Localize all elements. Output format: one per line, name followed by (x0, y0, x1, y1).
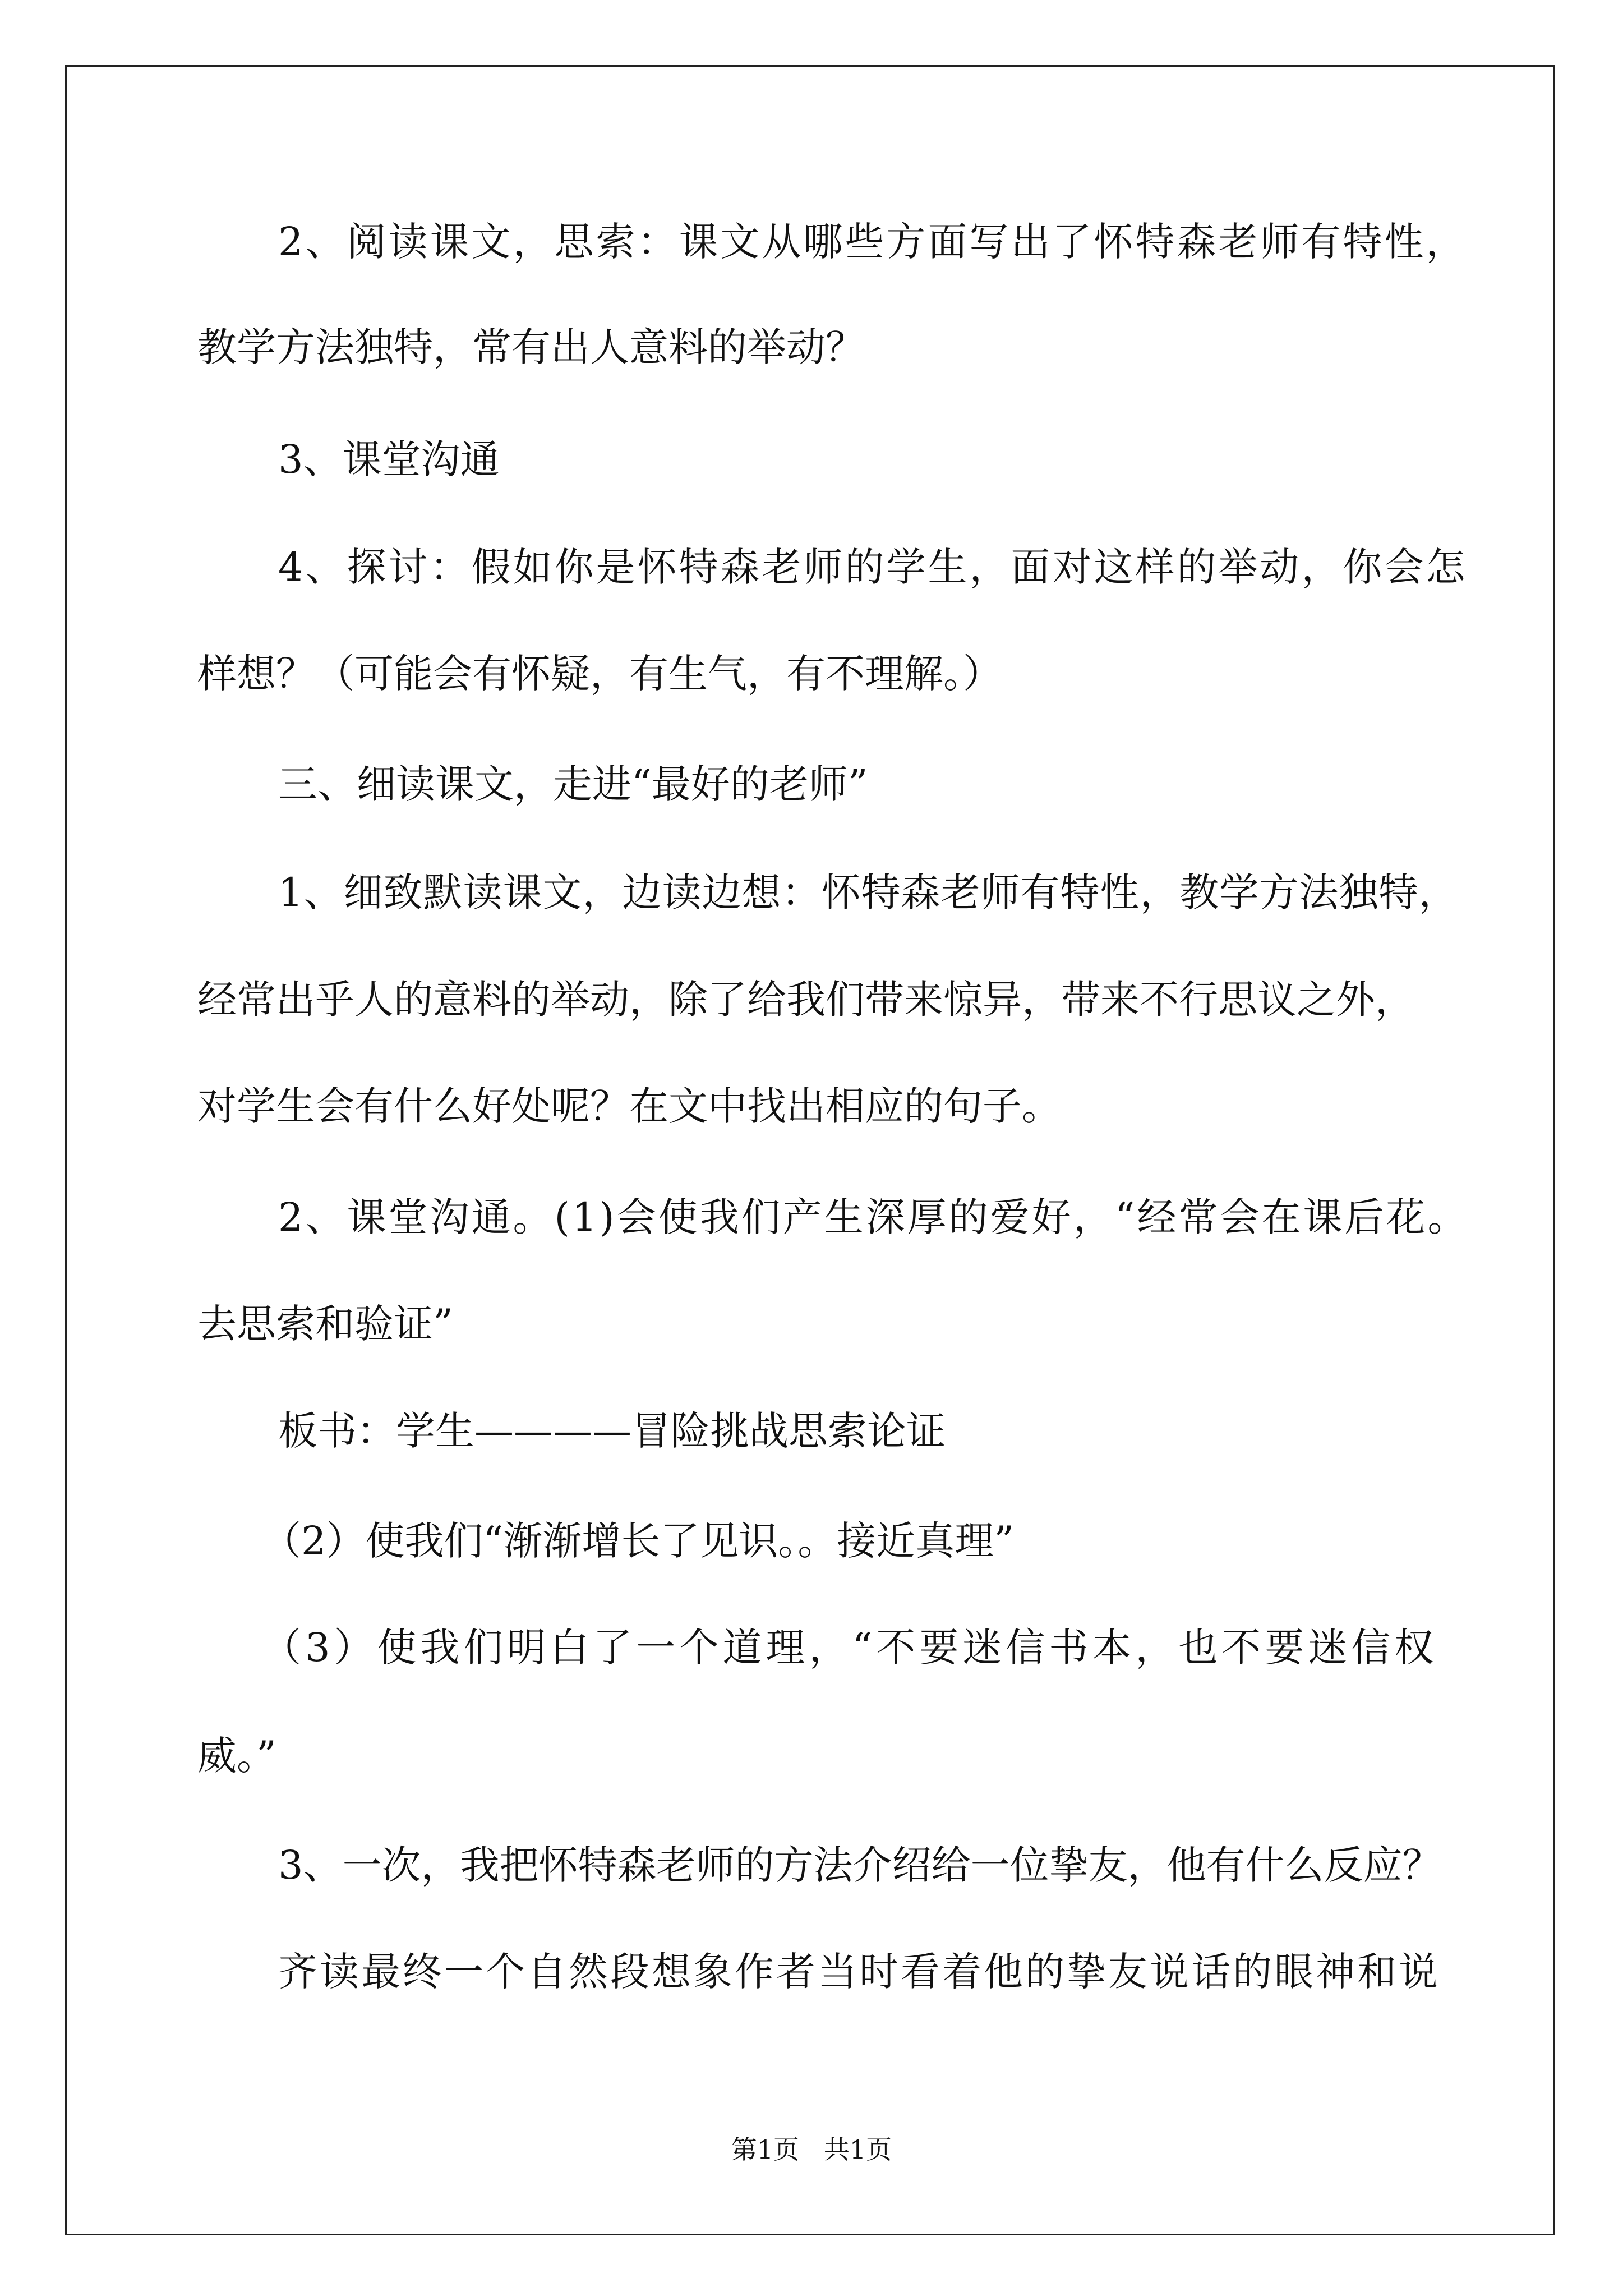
page-border (65, 65, 1555, 2235)
text-line: 4、探讨：假如你是怀特森老师的学生，面对这样的举动，你会怎 (278, 544, 1468, 590)
page-number-footer: 第1页 共1页 (731, 2134, 892, 2165)
text-line: 3、课堂沟通 (278, 436, 500, 482)
text-line: 板书：学生————冒险挑战思索论证 (278, 1408, 946, 1454)
text-line: 教学方法独特，常有出人意料的举动？ (197, 324, 865, 370)
text-line: 3、一次，我把怀特森老师的方法介绍给一位挚友，他有什么反应？ (278, 1842, 1442, 1888)
text-line: 2、阅读课文，思索：课文从哪些方面写出了怀特森老师有特性， (278, 219, 1468, 265)
text-line: 去思索和验证” (197, 1301, 453, 1347)
text-line: 经常出乎人的意料的举动，除了给我们带来惊异，带来不行思议之外， (197, 977, 1414, 1023)
text-line: （3）使我们明白了一个道理，“不要迷信书本，也不要迷信权 (262, 1625, 1438, 1671)
text-line: （2）使我们“渐渐增长了见识。。接近真理” (262, 1518, 1015, 1564)
text-line: 样想？（可能会有怀疑，有生气，有不理解。） (197, 651, 1002, 697)
text-line: 三、细读课文，走进“最好的老师” (278, 761, 868, 807)
text-line: 2、课堂沟通。(1)会使我们产生深厚的爱好，“经常会在课后花。 (278, 1194, 1469, 1240)
text-line: 齐读最终一个自然段想象作者当时看着他的挚友说话的眼神和说 (278, 1949, 1440, 1995)
text-line: 对学生会有什么好处呢？在文中找出相应的句子。 (197, 1083, 1061, 1129)
text-line: 1、细致默读课文，边读边想：怀特森老师有特性，教学方法独特， (278, 869, 1459, 915)
text-line: 威。” (197, 1733, 276, 1779)
